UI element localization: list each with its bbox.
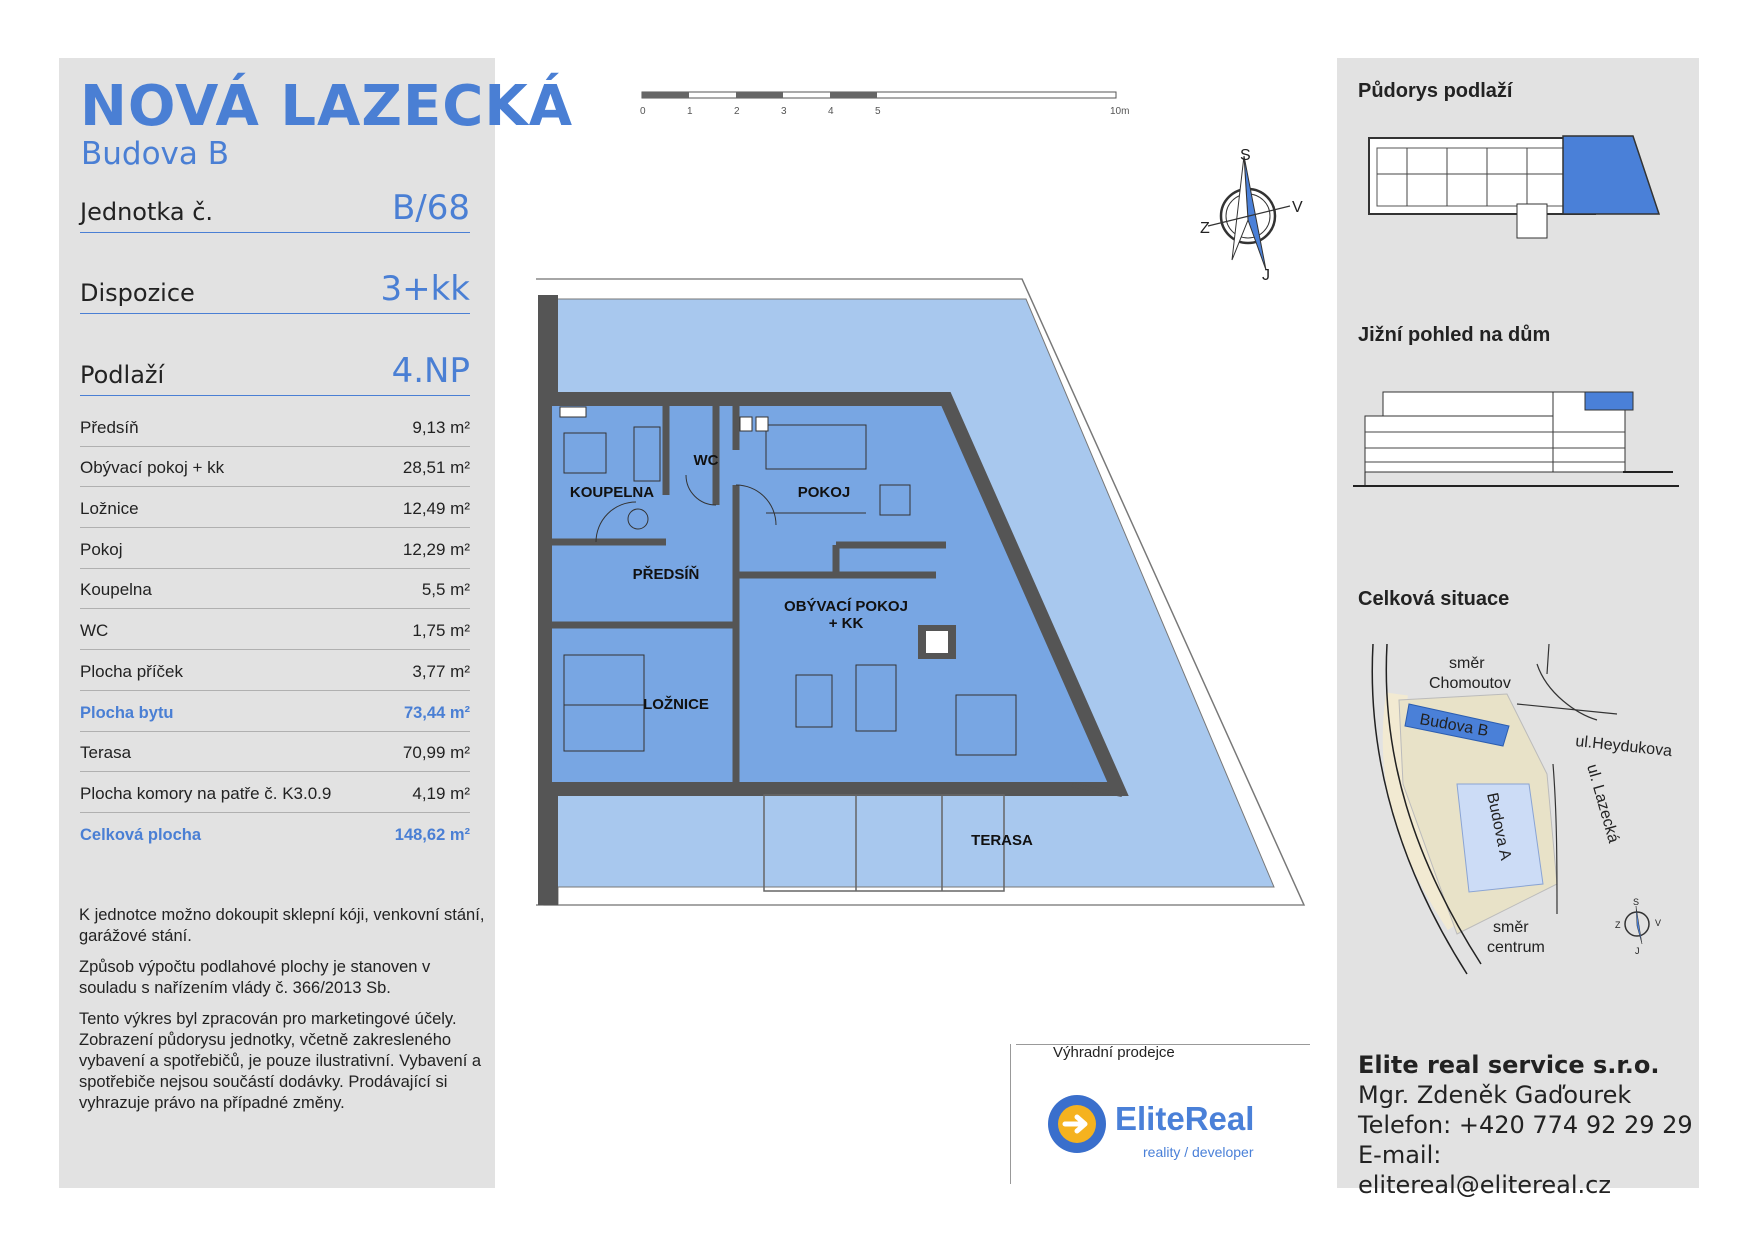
area-row-value: 148,62 m² — [394, 825, 470, 844]
scale-bar — [640, 88, 1140, 128]
area-row-value: 28,51 m² — [402, 458, 470, 478]
area-row — [80, 813, 470, 853]
seller-label: Výhradní prodejce — [1053, 1044, 1175, 1061]
floor-label: Podlaží — [80, 361, 165, 389]
note-cellar: K jednotce možno dokoupit sklepní kóji, venkovní stání, garážové stání. — [79, 906, 485, 945]
scale-tick-4: 4 — [828, 106, 834, 117]
area-row-value: 3,77 m² — [412, 661, 470, 681]
compass-south: J — [1262, 267, 1270, 282]
room-bathroom-label: KOUPELNA — [569, 484, 655, 501]
area-row-name: Plocha bytu — [80, 703, 174, 722]
elitereal-logo-icon — [1047, 1084, 1111, 1164]
info-panel — [59, 58, 574, 1188]
unit-number-row — [80, 188, 470, 233]
area-row-name: Pokoj — [80, 539, 123, 559]
area-row-value: 9,13 m² — [412, 417, 470, 437]
contact-phone: Telefon: +420 774 92 29 29 — [1358, 1111, 1693, 1139]
room-hall-label: PŘEDSÍŇ — [632, 566, 700, 583]
map-dir-chomutov-1: směr — [1449, 655, 1485, 672]
contact-email: E-mail: elitereal@elitereal.cz — [1358, 1141, 1611, 1199]
mini-compass-south: J — [1635, 946, 1640, 956]
floor-overview-drawing — [1367, 134, 1667, 244]
notes — [79, 905, 489, 1114]
scale-tick-3: 3 — [781, 106, 787, 117]
area-row-name: Plocha komory na patře č. K3.0.9 — [80, 783, 332, 803]
area-row-name: WC — [80, 621, 109, 641]
layout-row — [80, 269, 470, 314]
compass-east: V — [1292, 199, 1303, 216]
room-wc-label: WC — [693, 452, 719, 469]
area-row-value: 12,49 m² — [402, 499, 470, 519]
scale-tick-1: 1 — [687, 106, 693, 117]
area-row-value: 4,19 m² — [412, 783, 470, 803]
room-terrace-label: TERASA — [971, 832, 1033, 849]
area-row-value: 70,99 m² — [402, 743, 470, 763]
building-subtitle: Budova B — [81, 136, 230, 172]
area-row-name: Terasa — [80, 743, 132, 763]
south-elevation-drawing — [1353, 386, 1683, 492]
floor-plan — [536, 275, 1312, 916]
scale-tick-5: 5 — [875, 106, 881, 117]
note-disclaimer: Tento výkres byl zpracován pro marketingové účely. Zobrazení půdorysu jednotky, včetně zakresleného vybavení a spotřebičů, je pouze ilustrativní. Vybavení a spotřebiče nejsou součástí dodávky. Prodávající si vyhrazuje právo na případné změny. — [79, 1010, 482, 1112]
map-dir-centrum-2: centrum — [1487, 939, 1545, 956]
scale-tick-2: 2 — [734, 106, 740, 117]
layout-value: 3+kk — [380, 269, 470, 309]
room-living-label-2: + KK — [828, 615, 864, 632]
area-row — [80, 772, 470, 813]
area-row — [80, 650, 470, 691]
mini-compass-east: V — [1655, 918, 1662, 928]
area-table — [80, 406, 470, 853]
area-row — [80, 609, 470, 650]
area-row — [80, 487, 470, 528]
seller-block — [1010, 1044, 1311, 1184]
area-row — [80, 528, 470, 569]
scale-tick-10: 10m — [1110, 106, 1130, 117]
area-row — [80, 569, 470, 610]
floor-plan-title: Půdorys podlaží — [1358, 80, 1513, 102]
map-dir-chomutov-2: Chomoutov — [1429, 675, 1511, 692]
contact-company: Elite real service s.r.o. — [1358, 1051, 1660, 1079]
map-dir-centrum-1: směr — [1493, 919, 1529, 936]
compass-icon — [1198, 142, 1308, 282]
compass-north: S — [1240, 147, 1251, 164]
contact-block — [1358, 1050, 1699, 1200]
floor-value: 4.NP — [391, 351, 470, 391]
compass-west: Z — [1200, 220, 1210, 237]
unit-number-value: B/68 — [391, 188, 470, 228]
area-row-value: 73,44 m² — [403, 703, 470, 722]
area-row-name: Ložnice — [80, 499, 139, 519]
contact-person: Mgr. Zdeněk Gaďourek — [1358, 1081, 1632, 1109]
map-street-lazecka: ul. Lazecká — [1583, 762, 1622, 845]
mini-compass-north: S — [1633, 897, 1640, 907]
area-row — [80, 447, 470, 488]
situation-map — [1357, 634, 1687, 1004]
note-calculation: Způsob výpočtu podlahové plochy je stanoven v souladu s nařízením vlády č. 366/2013 Sb. — [79, 958, 431, 997]
area-row-name: Celková plocha — [80, 825, 202, 844]
scale-tick-0: 0 — [640, 106, 646, 117]
area-row-value: 12,29 m² — [402, 539, 470, 559]
floor-row — [80, 351, 470, 396]
context-panel — [1337, 58, 1699, 1199]
room-room-label: POKOJ — [797, 484, 851, 501]
area-row — [80, 406, 470, 447]
map-building-b: Budova B — [1418, 711, 1490, 740]
project-title: NOVÁ LAZECKÁ — [80, 74, 574, 139]
area-row — [80, 691, 470, 732]
area-row-name: Předsíň — [80, 417, 139, 437]
mini-compass-west: Z — [1615, 920, 1621, 930]
area-row-name: Obývací pokoj + kk — [80, 458, 225, 478]
situation-title: Celková situace — [1358, 588, 1510, 610]
room-living-label-1: OBÝVACÍ POKOJ — [784, 598, 908, 615]
area-row-name: Koupelna — [80, 580, 152, 600]
area-row — [80, 732, 470, 773]
area-row-value: 1,75 m² — [412, 621, 470, 641]
south-view-title: Jižní pohled na dům — [1358, 324, 1551, 346]
unit-number-label: Jednotka č. — [80, 198, 214, 226]
area-row-value: 5,5 m² — [421, 580, 470, 600]
seller-tagline: reality / developer — [1143, 1144, 1254, 1160]
map-street-heydukova: ul.Heydukova — [1574, 733, 1673, 761]
area-row-name: Plocha příček — [80, 661, 183, 681]
map-building-a: Budova A — [1483, 791, 1514, 862]
layout-label: Dispozice — [80, 279, 195, 307]
room-bedroom-label: LOŽNICE — [643, 696, 709, 713]
seller-brand: EliteReal — [1115, 1100, 1255, 1137]
